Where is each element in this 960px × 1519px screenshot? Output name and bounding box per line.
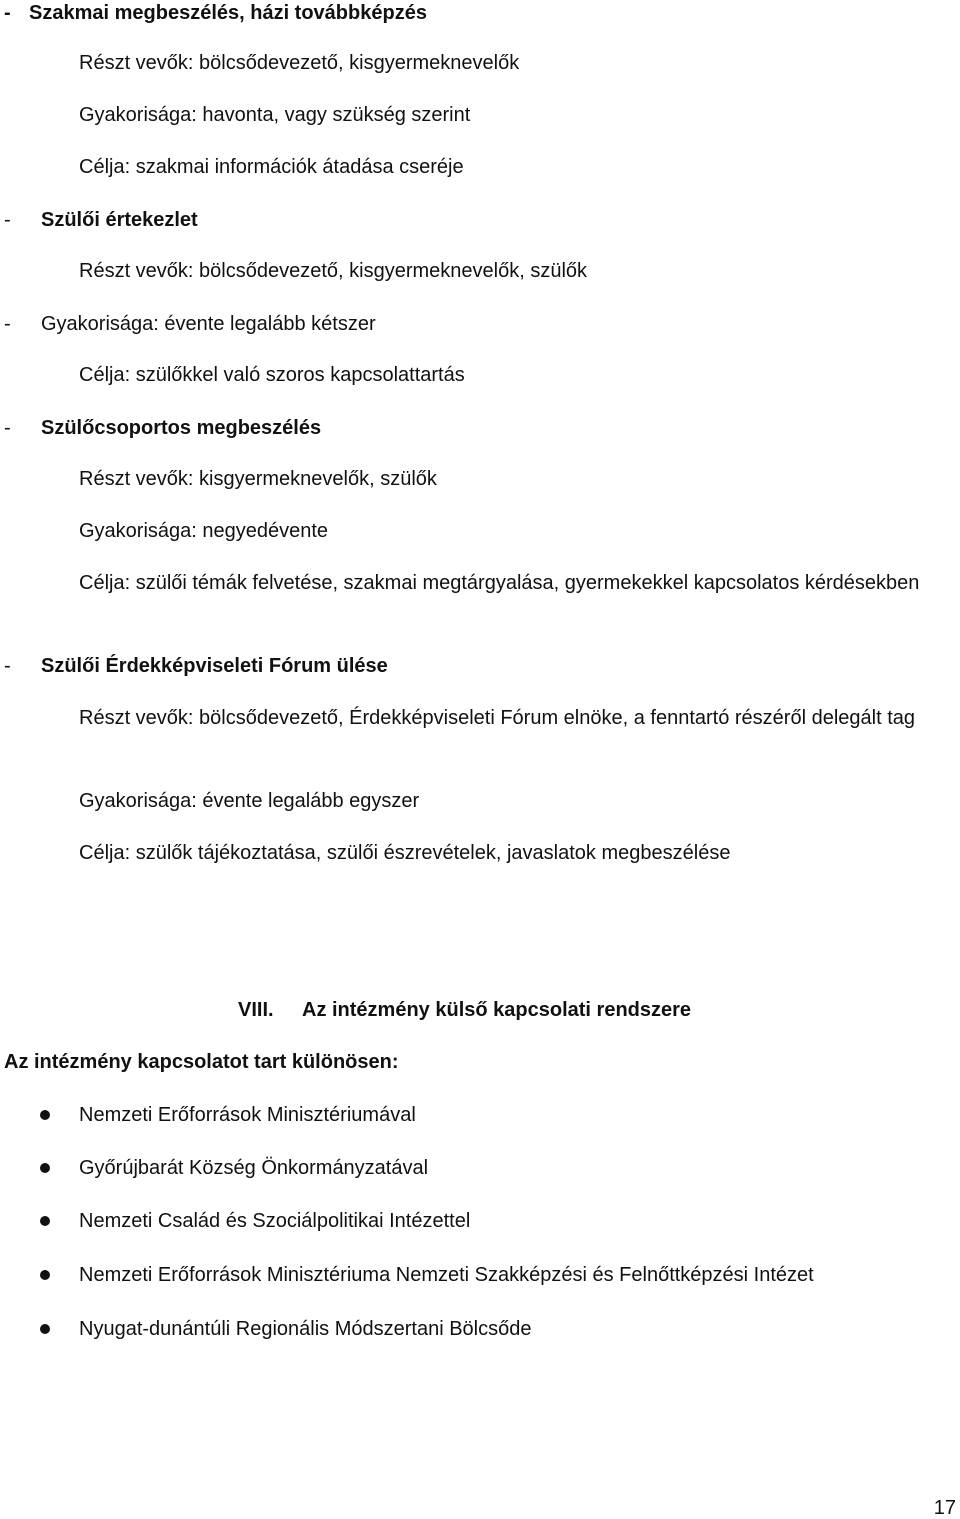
bullet-icon <box>40 1324 50 1334</box>
bullet-icon <box>40 1110 50 1120</box>
section-3-frequency: Gyakorisága: negyedévente <box>79 520 329 542</box>
section-4-title: Szülői Érdekképviseleti Fórum ülése <box>41 655 388 677</box>
bullet-icon <box>40 1270 50 1280</box>
dash-marker: - <box>4 313 11 335</box>
dash-marker: - <box>4 2 11 24</box>
contact-item: Nemzeti Erőforrások Minisztériuma Nemzeti Szakképzési és Felnőttképzési Intézet <box>79 1264 814 1286</box>
section-2-goal: Célja: szülőkkel való szoros kapcsolattartás <box>79 364 465 386</box>
section-1-participants: Részt vevők: bölcsődevezető, kisgyermeknevelők <box>79 52 520 74</box>
dash-marker: - <box>4 209 11 231</box>
bullet-icon <box>40 1163 50 1173</box>
section-1-goal: Célja: szakmai információk átadása cseréje <box>79 156 464 178</box>
contact-item: Nemzeti Erőforrások Minisztériumával <box>79 1104 416 1126</box>
chapter-title: Az intézmény külső kapcsolati rendszere <box>302 999 692 1021</box>
section-1-title: Szakmai megbeszélés, házi továbbképzés <box>29 2 427 24</box>
dash-marker: - <box>4 417 11 439</box>
bullet-icon <box>40 1216 50 1226</box>
page-number: 17 <box>933 1497 956 1519</box>
section-1-frequency: Gyakorisága: havonta, vagy szükség szerint <box>79 104 471 126</box>
contacts-intro: Az intézmény kapcsolatot tart különösen: <box>4 1051 399 1073</box>
section-4-participants: Részt vevők: bölcsődevezető, Érdekképviseleti Fórum elnöke, a fenntartó részéről delegált tag <box>79 707 915 729</box>
section-2-frequency: Gyakorisága: évente legalább kétszer <box>41 313 376 335</box>
section-3-title: Szülőcsoportos megbeszélés <box>41 417 322 439</box>
section-2-title: Szülői értekezlet <box>41 209 198 231</box>
section-4-frequency: Gyakorisága: évente legalább egyszer <box>79 790 420 812</box>
contact-item: Nemzeti Család és Szociálpolitikai Intézettel <box>79 1210 471 1232</box>
section-3-goal: Célja: szülői témák felvetése, szakmai megtárgyalása, gyermekekkel kapcsolatos kérdésekben <box>79 572 920 594</box>
contact-item: Nyugat-dunántúli Regionális Módszertani Bölcsőde <box>79 1318 532 1340</box>
section-2-participants: Részt vevők: bölcsődevezető, kisgyermeknevelők, szülők <box>79 260 588 282</box>
dash-marker: - <box>4 655 11 677</box>
section-3-participants: Részt vevők: kisgyermeknevelők, szülők <box>79 468 437 490</box>
contact-item: Győrújbarát Község Önkormányzatával <box>79 1157 429 1179</box>
chapter-number: VIII. <box>238 999 274 1021</box>
section-4-goal: Célja: szülők tájékoztatása, szülői észrevételek, javaslatok megbeszélése <box>79 842 731 864</box>
